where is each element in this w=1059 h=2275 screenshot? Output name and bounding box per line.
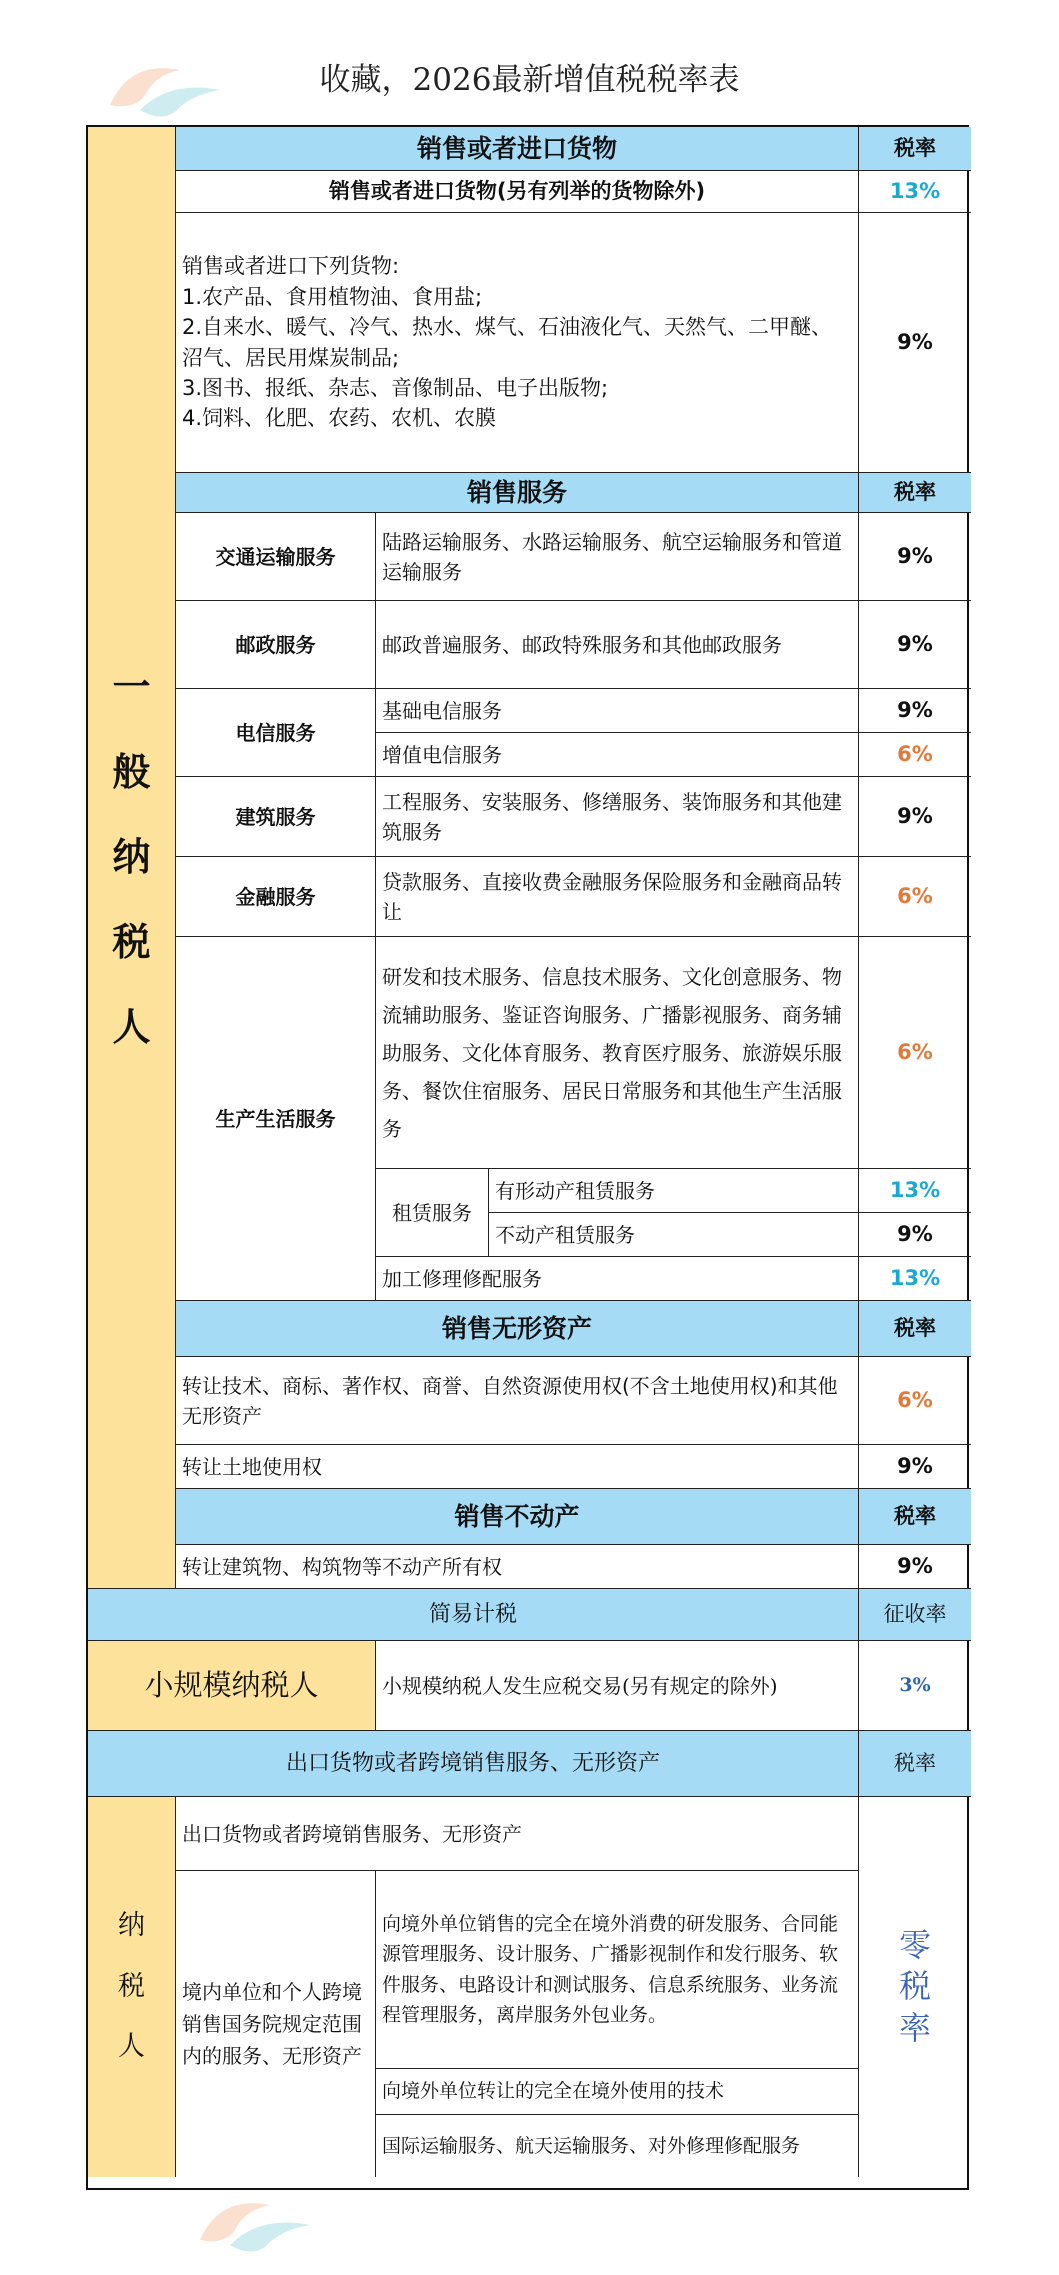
list-item: 2.自来水、暖气、冷气、热水、煤气、石油液化气、天然气、二甲醚、沼气、居民用煤炭制品; xyxy=(182,315,833,370)
zero-rate: 零 税 率 xyxy=(898,1925,931,2047)
construction-name: 建筑服务 xyxy=(176,777,376,857)
list-item: 1.农产品、食用植物油、食用盐; xyxy=(182,284,483,309)
lease-movable: 有形动产租赁服务 xyxy=(489,1169,859,1213)
export-scope: 境内单位和个人跨境销售国务院规定范围内的服务、无形资产 xyxy=(176,1871,376,2177)
goods-main-item: 销售或者进口货物(另有列举的货物除外) xyxy=(176,171,859,213)
intangible-item1-rate: 6% xyxy=(859,1357,971,1445)
realestate-rate-header: 税率 xyxy=(859,1489,971,1545)
construction-desc: 工程服务、安装服务、修缮服务、装饰服务和其他建筑服务 xyxy=(376,777,859,857)
page-title: 收藏，2026最新增值税税率表 xyxy=(319,62,740,98)
finance-name: 金融服务 xyxy=(176,857,376,937)
lease-real: 不动产租赁服务 xyxy=(489,1213,859,1257)
lease-real-rate: 9% xyxy=(859,1213,971,1257)
goods-rate-header: 税率 xyxy=(859,127,971,171)
living-name: 生产生活服务 xyxy=(176,937,376,1301)
vat-rate-table xyxy=(86,125,969,2190)
export-item: 出口货物或者跨境销售服务、无形资产 xyxy=(176,1797,859,1871)
services-rate-header: 税率 xyxy=(859,473,971,513)
export-header: 出口货物或者跨境销售服务、无形资产 xyxy=(88,1731,859,1797)
export-sub1: 向境外单位销售的完全在境外消费的研发服务、合同能源管理服务、设计服务、广播影视制作和发行服务、软件服务、电路设计和测试服务、信息系统服务、业务流程管理服务，离岸服务外包业务。 xyxy=(376,1871,859,2069)
lease-label: 租赁服务 xyxy=(376,1169,489,1257)
intangible-rate-header: 税率 xyxy=(859,1301,971,1357)
realestate-header: 销售不动产 xyxy=(176,1489,859,1545)
watermark-logo-icon xyxy=(190,2185,320,2265)
transport-desc: 陆路运输服务、水路运输服务、航空运输服务和管道运输服务 xyxy=(376,513,859,601)
simple-rate-header: 征收率 xyxy=(859,1589,971,1641)
transport-name: 交通运输服务 xyxy=(176,513,376,601)
realestate-rate: 9% xyxy=(859,1545,971,1589)
intangible-item2: 转让土地使用权 xyxy=(176,1445,859,1489)
realestate-item: 转让建筑物、构筑物等不动产所有权 xyxy=(176,1545,859,1589)
construction-rate: 9% xyxy=(859,777,971,857)
simple-header: 简易计税 xyxy=(88,1589,859,1641)
processing: 加工修理修配服务 xyxy=(376,1257,859,1301)
list-item: 销售或者进口下列货物: xyxy=(182,254,400,279)
export-rate-header: 税率 xyxy=(859,1731,971,1797)
simple-rate: 3% xyxy=(859,1641,971,1731)
finance-desc: 贷款服务、直接收费金融服务保险服务和金融商品转让 xyxy=(376,857,859,937)
intangible-item1: 转让技术、商标、著作权、商誉、自然资源使用权(不含土地使用权)和其他无形资产 xyxy=(176,1357,859,1445)
small-scale-label: 小规模纳税人 xyxy=(88,1641,376,1731)
living-rate: 6% xyxy=(859,937,971,1169)
export-sub3: 国际运输服务、航天运输服务、对外修理修配服务 xyxy=(376,2115,859,2177)
simple-desc: 小规模纳税人发生应税交易(另有规定的除外) xyxy=(376,1641,859,1731)
telecom-name: 电信服务 xyxy=(176,689,376,777)
list-item: 3.图书、报纸、杂志、音像制品、电子出版物; xyxy=(182,375,609,400)
telecom-basic: 基础电信服务 xyxy=(376,689,859,733)
transport-rate: 9% xyxy=(859,513,971,601)
goods-main-rate: 13% xyxy=(859,171,971,213)
processing-rate: 13% xyxy=(859,1257,971,1301)
telecom-value-added: 增值电信服务 xyxy=(376,733,859,777)
watermark-logo-icon xyxy=(100,50,230,130)
postal-rate: 9% xyxy=(859,601,971,689)
export-taxpayer-label: 纳 税 人 xyxy=(88,1797,176,2177)
finance-rate: 6% xyxy=(859,857,971,937)
postal-desc: 邮政普遍服务、邮政特殊服务和其他邮政服务 xyxy=(376,601,859,689)
telecom-value-added-rate: 6% xyxy=(859,733,971,777)
services-header: 销售服务 xyxy=(176,473,859,513)
general-taxpayer-label: 一 般 纳 税 人 xyxy=(88,127,176,1589)
export-sub2: 向境外单位转让的完全在境外使用的技术 xyxy=(376,2069,859,2115)
goods-header: 销售或者进口货物 xyxy=(176,127,859,171)
intangible-item2-rate: 9% xyxy=(859,1445,971,1489)
lease-movable-rate: 13% xyxy=(859,1169,971,1213)
intangible-header: 销售无形资产 xyxy=(176,1301,859,1357)
goods-list xyxy=(176,213,859,473)
list-item: 4.饲料、化肥、农药、农机、农膜 xyxy=(182,406,497,431)
telecom-basic-rate: 9% xyxy=(859,689,971,733)
postal-name: 邮政服务 xyxy=(176,601,376,689)
living-desc: 研发和技术服务、信息技术服务、文化创意服务、物流辅助服务、鉴证咨询服务、广播影视服务、商务辅助服务、文化体育服务、教育医疗服务、旅游娱乐服务、餐饮住宿服务、居民日常服务和其他生产生活服务 xyxy=(376,937,859,1169)
goods-list-rate: 9% xyxy=(859,213,971,473)
